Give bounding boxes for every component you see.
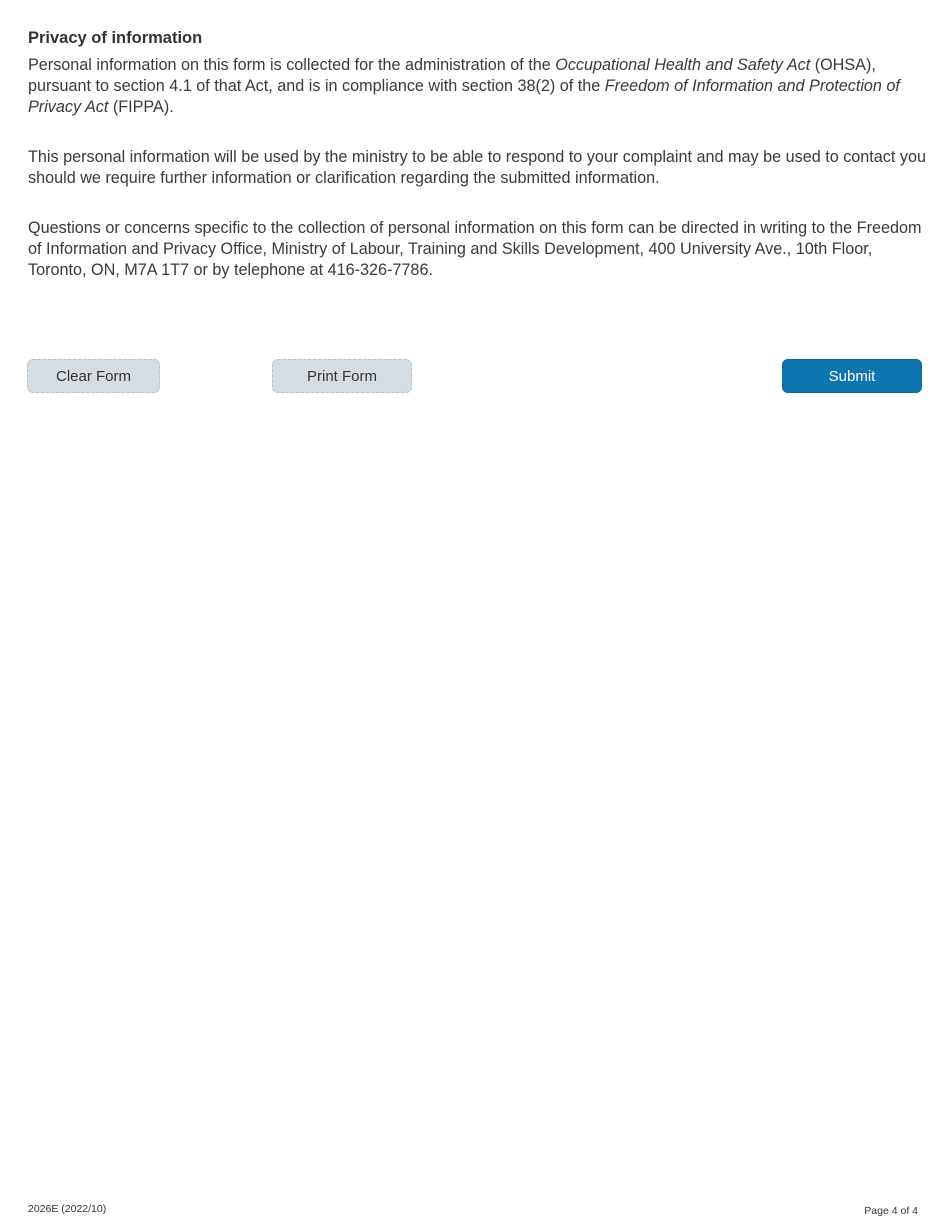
clear-form-button[interactable]: Clear Form [27,359,160,393]
ohsa-act-name: Occupational Health and Safety Act [555,56,811,74]
privacy-section-title: Privacy of information [28,29,203,47]
privacy-text-1: Personal information on this form is collected for the administration of the [28,56,556,74]
form-code: 2026E (2022/10) [28,1203,107,1215]
print-form-button[interactable]: Print Form [272,359,412,393]
submit-button[interactable]: Submit [782,359,922,393]
page-number: Page 4 of 4 [864,1205,918,1217]
privacy-paragraph-collection [28,55,928,117]
privacy-paragraph-contact: Questions or concerns specific to the collection of personal information on this form can be directed in writing to the Freedom of Information and Privacy Office, Ministry of Labour, Training and Skills Development, 400 University Ave., 10th Floor, Toronto, ON, M7A 1T7 or by telephone at 416-326-7786. [28,219,922,279]
privacy-paragraph-use: This personal information will be used by the ministry to be able to respond to your complaint and may be used to contact you should we require further information or clarification regarding the submitted information. [28,148,926,187]
privacy-text-3: (FIPPA). [108,97,174,116]
fippa-act-name: Freedom of Information and Protection of Privacy Act [28,76,900,116]
privacy-text-2: (OHSA), pursuant to section 4.1 of that Act, and is in compliance with section 38(2) of the [28,56,876,95]
